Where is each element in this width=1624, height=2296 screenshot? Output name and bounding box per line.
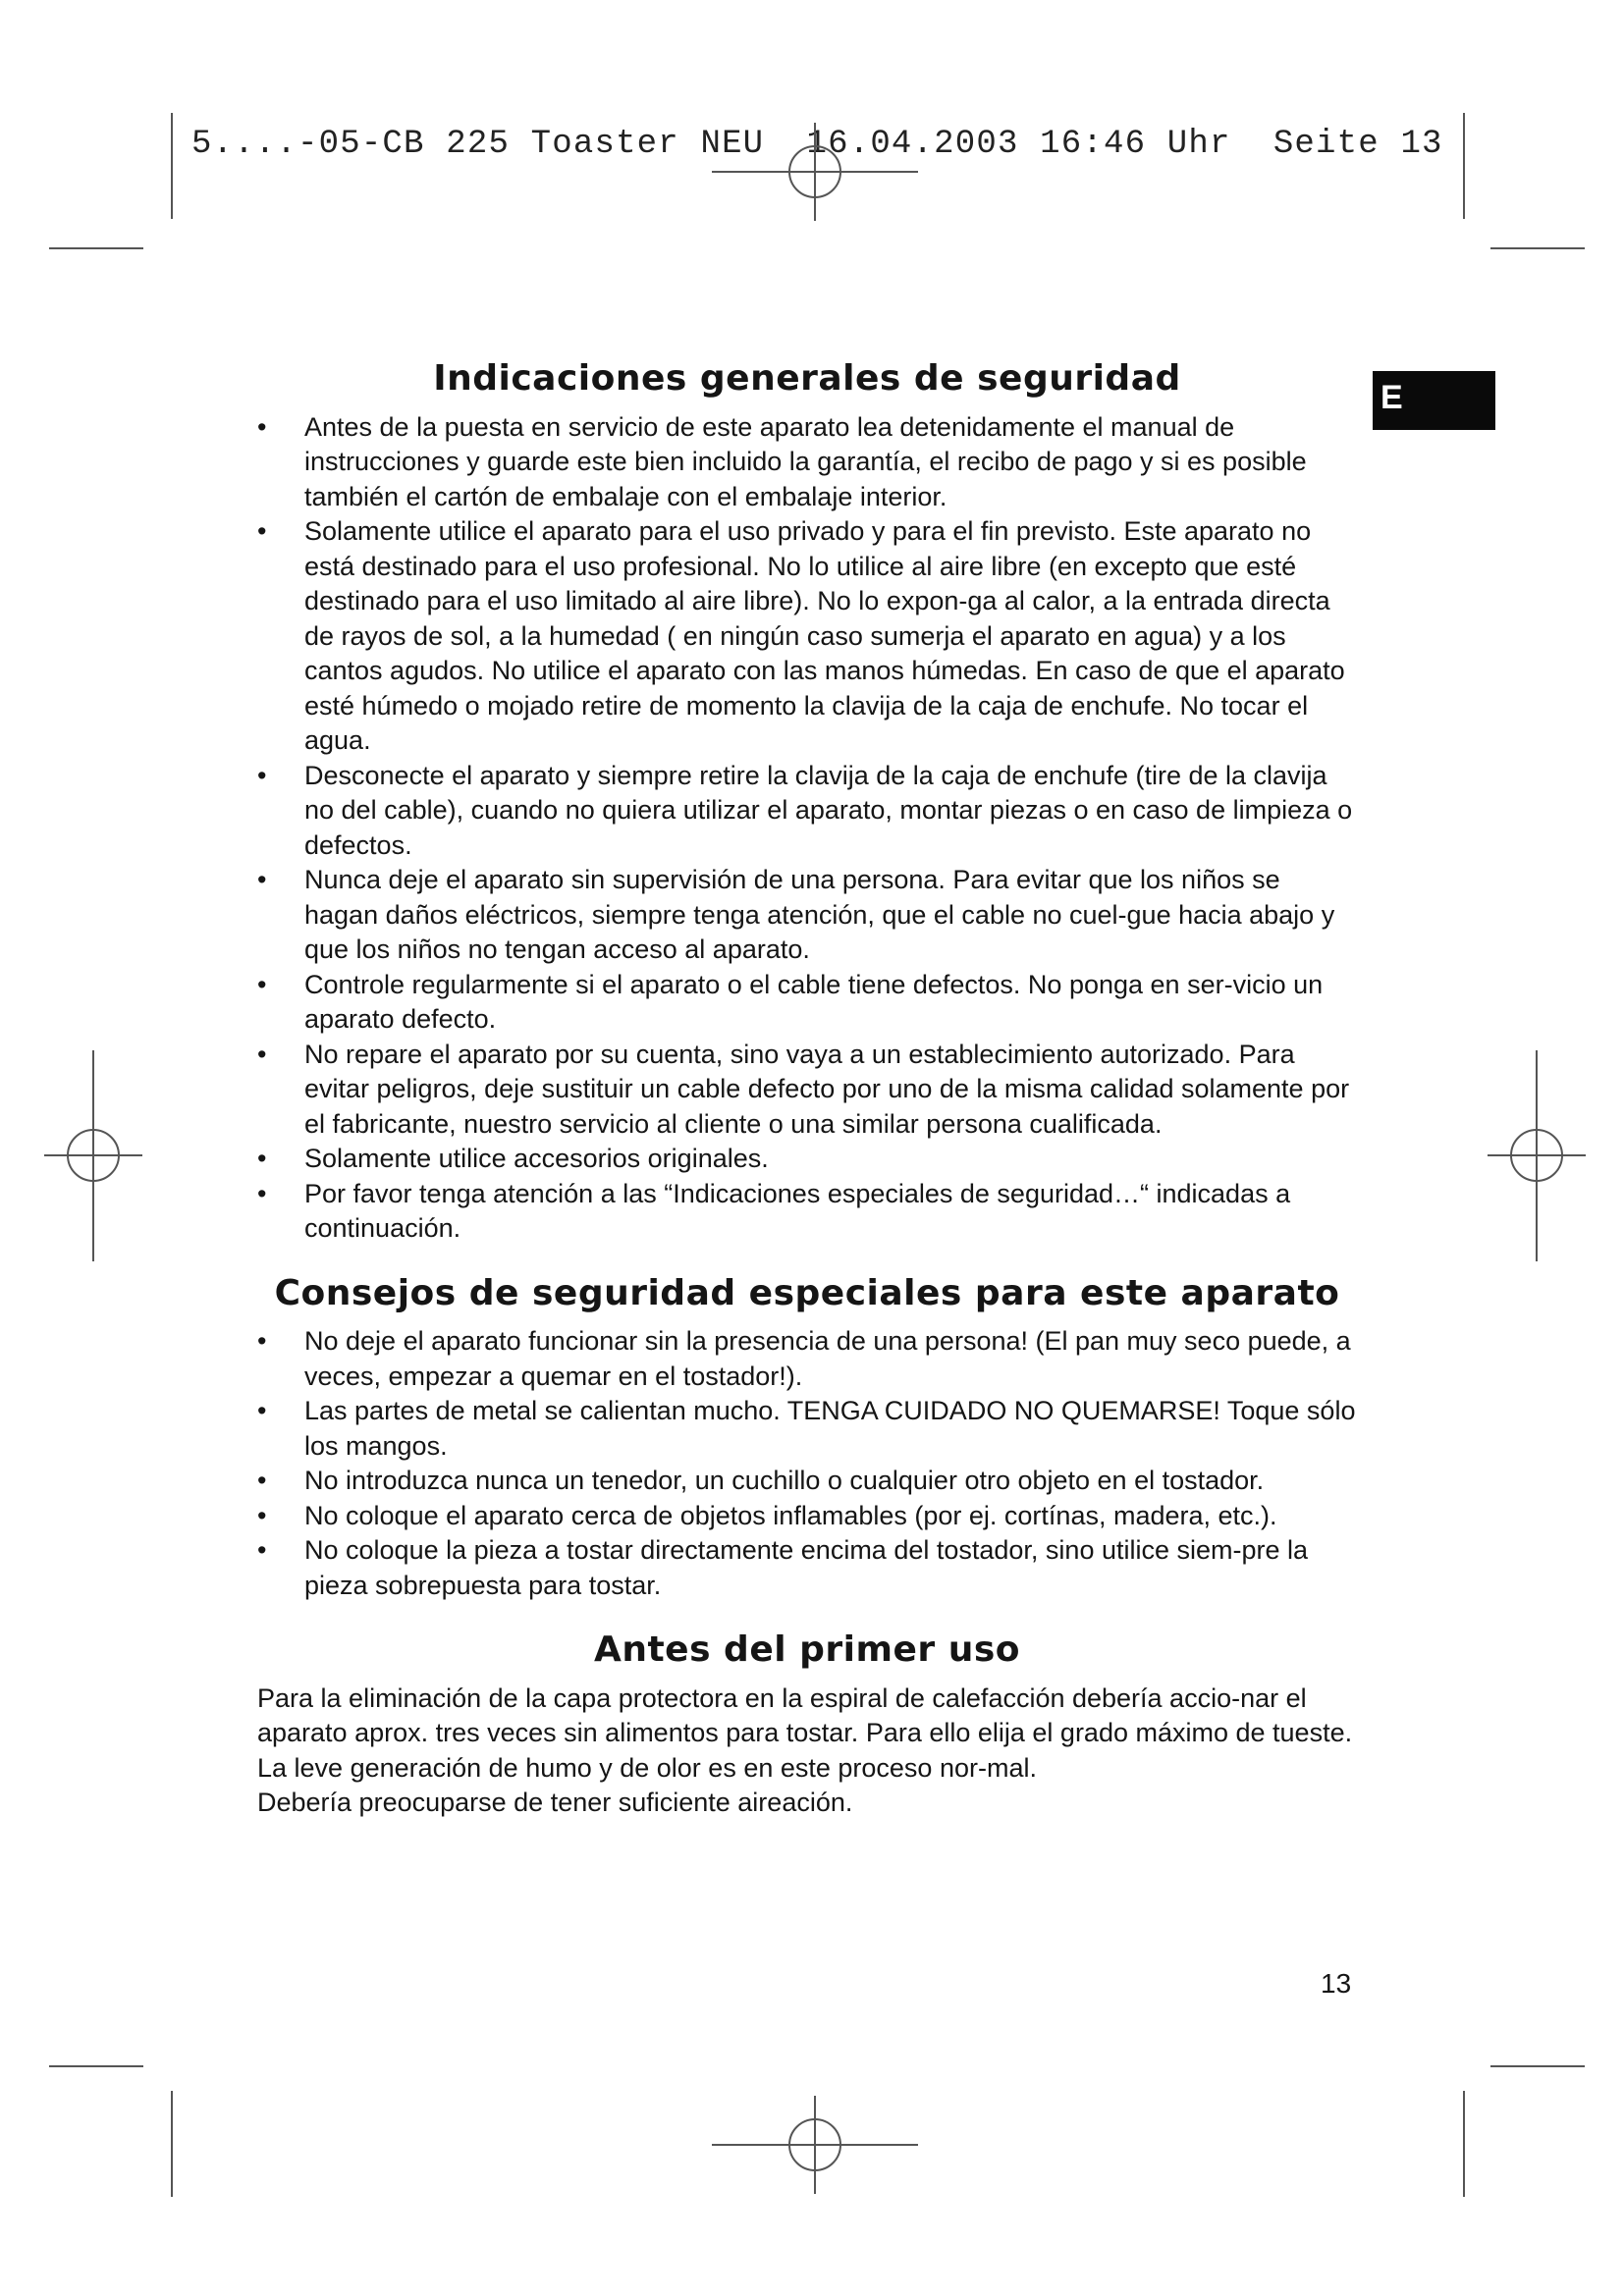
crop-mark (49, 2065, 143, 2067)
crop-mark (49, 247, 143, 249)
header-time: 16:46 Uhr (1040, 126, 1231, 163)
first-use-paragraph: Para la eliminación de la capa protectora en la espiral de calefacción debería accio-nar el aparato aprox. tres veces sin alimentos para tostar. Para ello elija el grado máximo de tueste. La leve generación de humo y de olor es en este proceso nor-mal. (257, 1682, 1353, 1783)
crop-mark (171, 2091, 173, 2197)
first-use-paragraph: Debería preocuparse de tener suficiente aireación. (257, 1788, 853, 1817)
crop-mark (1463, 2091, 1465, 2197)
registration-mark-icon (1488, 1050, 1586, 1261)
list-item: • Solamente utilice el aparato para el uso privado y para el fin previsto. Este aparato no está destinado para el uso profesional. No lo utilice al aire libre (en excepto que esté destinado para el uso limitado al aire libre). No lo expon-ga al calor, a la entrada directa de rayos de sol, a la humedad ( en ningún caso sumerja el aparato en agua) y a los cantos agudos. No utilice el aparato con las manos húmedas. En caso de que el aparato esté húmedo o mojado retire de momento la clavija de la caja de enchufe. No tocar el agua. (257, 516, 1345, 755)
section-title-special-safety: Consejos de seguridad especiales para este aparato (274, 1272, 1340, 1313)
header-date: 16.04.2003 (806, 126, 1019, 163)
bullet-icon: • (257, 1500, 267, 1530)
header-page-label: Seite 13 (1272, 126, 1443, 163)
crop-mark (171, 113, 173, 219)
manual-page-content (257, 353, 1357, 1821)
section-title-general-safety: Indicaciones generales de seguridad (433, 358, 1181, 399)
list-item: • Las partes de metal se calientan mucho. TENGA CUIDADO NO QUEMARSE! Toque sólo los mangos. (257, 1396, 1356, 1461)
bullet-icon: • (257, 1466, 267, 1495)
list-item: • Antes de la puesta en servicio de este aparato lea detenidamente el manual de instrucciones y guarde este bien incluido la garantía, el recibo de pago y si es posible también el cartón de embalaje con el embalaje interior. (257, 411, 1307, 511)
general-safety-list (257, 410, 1357, 1247)
list-item: • Por favor tenga atención a las “Indicaciones especiales de seguridad…“ indicadas a continuación. (257, 1178, 1291, 1243)
list-item: • Desconecte el aparato y siempre retire la clavija de la caja de enchufe (tire de la clavija no del cable), cuando no quiera utilizar el aparato, montar piezas o en caso de limpieza o defectos. (257, 760, 1353, 860)
crop-mark (1490, 2065, 1585, 2067)
list-item: • Solamente utilice accesorios originales. (257, 1142, 1357, 1177)
page-number: 13 (1321, 1968, 1352, 1999)
list-item: • No coloque el aparato cerca de objetos inflamables (por ej. cortínas, madera, etc.). (257, 1499, 1357, 1534)
section-title-first-use: Antes del primer uso (593, 1629, 1020, 1670)
list-item: • Nunca deje el aparato sin supervisión de una persona. Para evitar que los niños se hagan daños eléctricos, siempre tenga atención, que el cable no cuel-gue hacia abajo y que los niños no tengan acceso al aparato. (257, 865, 1335, 964)
list-item: • No deje el aparato funcionar sin la presencia de una persona! (El pan muy seco puede, a veces, empezar a quemar en el tostador!). (257, 1326, 1351, 1391)
bullet-icon: • (257, 1326, 267, 1356)
bullet-icon: • (257, 1396, 267, 1425)
bullet-icon: • (257, 760, 267, 790)
bullet-icon: • (257, 516, 267, 546)
registration-mark-icon (712, 123, 918, 221)
list-item: • Controle regularmente si el aparato o el cable tiene defectos. No ponga en ser-vicio un aparato defecto. (257, 969, 1324, 1034)
bullet-icon: • (257, 1039, 267, 1069)
bullet-icon: • (257, 865, 267, 894)
special-safety-list (257, 1324, 1357, 1603)
header-slug: 5....-05-CB 225 Toaster NEU (191, 126, 765, 163)
registration-mark-icon (712, 2096, 918, 2194)
bullet-icon: • (257, 1178, 267, 1208)
registration-mark-icon (44, 1050, 142, 1261)
bullet-icon: • (257, 969, 267, 999)
bullet-icon: • (257, 411, 267, 442)
crop-mark (1490, 247, 1585, 249)
bullet-icon: • (257, 1535, 267, 1565)
language-tab: E (1373, 371, 1495, 430)
list-item: • No coloque la pieza a tostar directamente encima del tostador, sino utilice siem-pre la pieza sobrepuesta para tostar. (257, 1535, 1309, 1600)
crop-mark (1463, 113, 1465, 219)
bullet-icon: • (257, 1144, 267, 1173)
list-item: • No introduzca nunca un tenedor, un cuchillo o cualquier otro objeto en el tostador. (257, 1464, 1357, 1499)
list-item: • No repare el aparato por su cuenta, sino vaya a un establecimiento autorizado. Para evitar peligros, deje sustituir un cable defecto por uno de la misma calidad solamente por el fabricante, nuestro servicio al cliente o una similar persona cualificada. (257, 1039, 1350, 1139)
